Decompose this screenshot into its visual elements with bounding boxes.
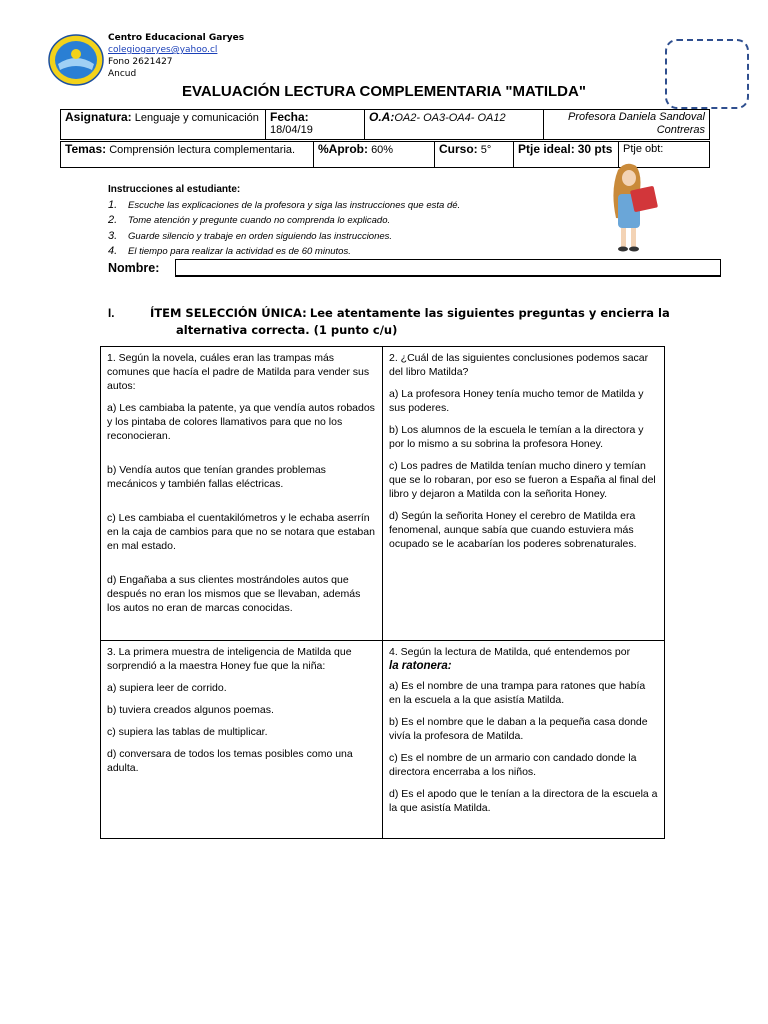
matilda-reading-illustration xyxy=(596,160,666,252)
oa-value: OA2- OA3-OA4- OA12 xyxy=(394,112,506,124)
aprob-value: 60% xyxy=(371,144,394,156)
question-prompt: 2. ¿Cuál de las siguientes conclusiones podemos sacar del libro Matilda? xyxy=(389,352,649,378)
question-3 xyxy=(101,641,383,839)
instruction-num: 3. xyxy=(108,229,118,242)
instruction-item xyxy=(108,229,460,245)
question-option[interactable]: c) Los padres de Matilda tenían mucho dinero y temían que se lo robaran, por eso se fueron a España al final del libro y dejaron a Matilda con la señorita Honey. xyxy=(389,460,656,500)
question-option[interactable]: a) supiera leer de corrido. xyxy=(107,682,227,694)
section-desc-line1: Lee atentamente las siguientes preguntas y encierra la xyxy=(309,306,670,320)
instruction-text: El tiempo para realizar la actividad es de 60 minutos. xyxy=(128,246,351,257)
asignatura-label: Asignatura: xyxy=(65,110,132,124)
question-prompt xyxy=(389,645,658,673)
fecha-value: 18/04/19 xyxy=(270,124,313,136)
instruction-item xyxy=(108,244,460,260)
temas-cell xyxy=(61,142,314,168)
instruction-num: 1. xyxy=(108,198,118,211)
ptje-ideal-value: 30 pts xyxy=(577,142,613,156)
section-number: I. xyxy=(108,308,115,320)
profesora-cell xyxy=(544,110,710,140)
temas-value: Comprensión lectura complementaria. xyxy=(109,144,296,156)
question-option[interactable]: a) Es el nombre de una trampa para ratones que había en la escuela a la que asistía Matilda. xyxy=(389,680,646,706)
questions-table xyxy=(100,346,665,839)
instructions xyxy=(108,182,460,260)
school-phone: Fono 2621427 xyxy=(108,57,173,67)
asignatura-cell xyxy=(61,110,266,140)
school-city: Ancud xyxy=(108,69,137,79)
section-heading xyxy=(108,306,670,320)
question-option[interactable]: c) supiera las tablas de multiplicar. xyxy=(107,726,268,738)
question-option[interactable]: b) Es el nombre que le daban a la pequeña casa donde vivía la profesora de Matilda. xyxy=(389,716,648,742)
section-desc-line2: alternativa correcta. (1 punto c/u) xyxy=(176,323,398,337)
question-prompt-text: 4. Según la lectura de Matilda, qué entendemos por xyxy=(389,646,631,658)
asignatura-value: Lenguaje y comunicación xyxy=(134,112,259,124)
instruction-text: Guarde silencio y trabaje en orden siguiendo las instrucciones. xyxy=(128,230,393,242)
header-table-row1 xyxy=(60,109,710,140)
question-option[interactable]: d) Según la señorita Honey el cerebro de Matilda era fenomenal, aunque sabía que cuando estuviera más ocupado se le acabarían los poderes sobrenaturales. xyxy=(389,510,637,550)
oa-label: O.A: xyxy=(369,110,395,124)
fecha-label: Fecha: xyxy=(270,110,309,124)
curso-cell xyxy=(435,142,514,168)
question-option[interactable]: d) Es el apodo que le tenían a la directora de la escuela a la que asistía Matilda. xyxy=(389,788,658,814)
school-info xyxy=(108,32,244,80)
instruction-item xyxy=(108,213,460,229)
question-prompt: 1. Según la novela, cuáles eran las trampas más comunes que hacía el padre de Matilda para vender sus autos: xyxy=(107,352,370,392)
school-name: Centro Educacional Garyes xyxy=(108,33,245,43)
instruction-item xyxy=(108,198,460,214)
instruction-num: 2. xyxy=(108,214,118,226)
instruction-num: 4. xyxy=(108,245,118,257)
curso-label: Curso: xyxy=(439,142,478,156)
question-option[interactable]: b) Vendía autos que tenían grandes problemas mecánicos y también fallas eléctricas. xyxy=(107,464,326,490)
aprob-cell xyxy=(314,142,435,168)
temas-label: Temas: xyxy=(65,142,107,156)
fecha-cell xyxy=(266,110,365,140)
nombre-field[interactable] xyxy=(175,259,721,277)
school-logo xyxy=(48,34,104,86)
question-option[interactable]: b) tuviera creados algunos poemas. xyxy=(107,704,274,716)
curso-value: 5° xyxy=(480,144,492,156)
question-option[interactable]: d) conversara de todos los temas posibles como una adulta. xyxy=(107,748,353,774)
question-option[interactable]: b) Los alumnos de la escuela le temían a la directora y por lo mismo a su sobrina la profesora Honey. xyxy=(389,424,644,450)
question-option[interactable]: c) Es el nombre de un armario con candado donde la directora encerraba a los niños. xyxy=(389,752,637,778)
question-option[interactable]: d) Engañaba a sus clientes mostrándoles autos que después no eran los mismos que se llevaban, además los autos no eran de marcas conocidas. xyxy=(107,574,361,614)
question-2 xyxy=(383,347,665,641)
question-option[interactable]: a) Les cambiaba la patente, ya que vendía autos robados y los pintaba de colores llamativos para que no los reconocieran. xyxy=(107,402,375,442)
question-4 xyxy=(383,641,665,839)
school-email-link[interactable]: colegiogaryes@yahoo.cl xyxy=(108,45,218,55)
instruction-text: Tome atención y pregunte cuando no comprenda lo explicado. xyxy=(128,215,391,226)
ptje-obt-label: Ptje obt: xyxy=(623,143,664,155)
page-title: EVALUACIÓN LECTURA COMPLEMENTARIA "MATILDA" xyxy=(182,83,586,100)
ptje-ideal-label: Ptje ideal: xyxy=(518,142,575,156)
question-1 xyxy=(101,347,383,641)
question-emphasis: la ratonera: xyxy=(389,660,452,672)
section-title: ÍTEM SELECCIÓN ÚNICA: xyxy=(150,306,307,320)
instruction-text: Escuche las explicaciones de la profesora y siga las instrucciones que esta dé. xyxy=(128,199,461,211)
profesora-name: Profesora Daniela Sandoval Contreras xyxy=(568,111,705,136)
instructions-heading: Instrucciones al estudiante: xyxy=(108,184,241,195)
oa-cell xyxy=(365,110,544,140)
question-option[interactable]: c) Les cambiaba el cuentakilómetros y le echaba aserrín en la caja de cambios para que no se notara que estaban en mal estado. xyxy=(107,512,375,552)
aprob-label: %Aprob: xyxy=(318,142,368,156)
question-option[interactable]: a) La profesora Honey tenía mucho temor de Matilda y sus poderes. xyxy=(389,388,644,414)
question-prompt: 3. La primera muestra de inteligencia de Matilda que sorprendió a la maestra Honey fue que la niña: xyxy=(107,646,352,672)
nombre-label: Nombre: xyxy=(108,261,160,275)
